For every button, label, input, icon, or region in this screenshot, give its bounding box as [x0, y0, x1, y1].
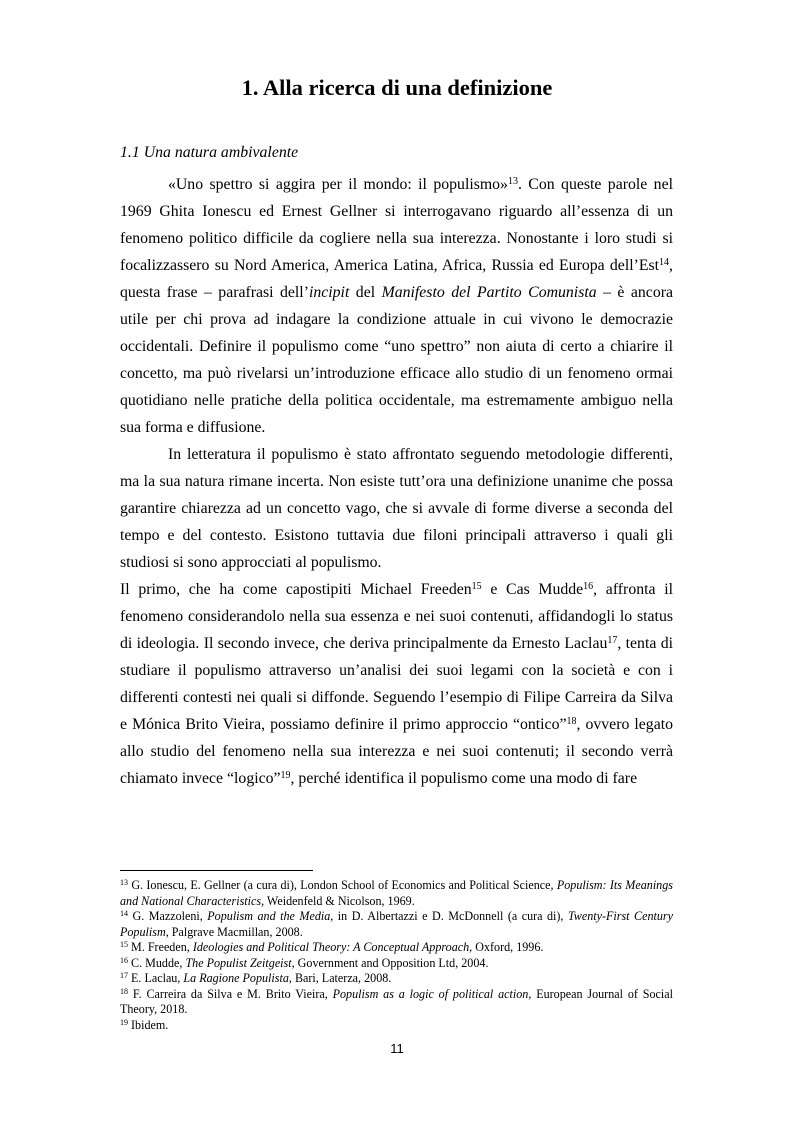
footnote-16: [120, 956, 673, 972]
footnote-text: , Oxford, 1996.: [469, 940, 544, 954]
footnote-text: , Bari, Laterza, 2008.: [288, 971, 392, 985]
page-number: 11: [390, 1041, 404, 1056]
paragraph-1: [120, 171, 673, 441]
footnote-italic: La Ragione Populista: [183, 971, 289, 985]
footnote-text: M. Freeden,: [128, 940, 193, 954]
text-run: , questa frase – parafrasi dell’: [120, 257, 673, 301]
footnote-text: , European Journal of Social Theory, 2018.: [120, 986, 673, 1016]
footnote-number: 14: [120, 909, 128, 918]
footnote-ref-14: 14: [659, 257, 670, 268]
footnote-italic: The Populist Zeitgeist: [185, 955, 292, 970]
section-title: 1.1 Una natura ambivalente: [120, 144, 299, 161]
footnote-text: Weidenfeld & Nicolson, 1969.: [264, 893, 415, 908]
text-run: Il primo, che ha come capostipiti Michael Freeden: [120, 581, 472, 598]
footnote-ref-16: 16: [583, 581, 594, 592]
footnote-number: 19: [120, 1017, 128, 1027]
text-run: «Uno spettro si aggira per il mondo: il populismo»: [168, 176, 508, 193]
text-run: , ovvero legato allo studio del fenomeno nella sua interezza e nei suoi contenuti; il secondo verrà chiamato invece “logico”: [120, 716, 673, 787]
footnote-number: 18: [120, 986, 128, 996]
footnote-ref-13: 13: [507, 176, 518, 187]
footnote-18: [120, 987, 673, 1018]
footnote-text: , Government and Opposition Ltd, 2004.: [291, 955, 489, 970]
chapter-title: 1. Alla ricerca di una definizione: [241, 75, 553, 100]
body-text: [120, 171, 673, 792]
footnote-italic: Populism as a logic of political action: [332, 986, 529, 1001]
footnote-13: [120, 878, 673, 909]
text-run: del: [349, 284, 382, 301]
italic-text: Manifesto del Partito Comunista: [381, 284, 597, 301]
footnote-number: 17: [120, 971, 128, 980]
footnote-ref-17: 17: [607, 635, 618, 646]
footnote-17: [120, 971, 673, 987]
text-run: , affronta il fenomeno considerandolo nella sua essenza e nei suoi contenuti, affidandogli lo status di ideologia. Il secondo invece, che deriva principalmente da Ernesto Laclau: [120, 581, 673, 652]
footnote-italic: Populism and the Media: [207, 909, 331, 923]
footnote-ref-15: 15: [471, 581, 482, 592]
footnote-text: , Palgrave Macmillan, 2008.: [165, 924, 303, 939]
footnotes: [120, 878, 673, 1033]
paragraph-3: [120, 576, 673, 792]
text-run: , perché identifica il populismo come una modo di fare: [290, 770, 638, 787]
footnote-text: G. Ionescu, E. Gellner (a cura di), London School of Economics and Political Science: [128, 878, 551, 892]
footnote-14: [120, 909, 673, 940]
text-run: e Cas Mudde: [481, 581, 584, 598]
footnote-separator: [120, 870, 313, 871]
footnote-italic: Twenty-First Century Populism: [120, 909, 673, 939]
italic-text: incipit: [308, 284, 350, 301]
footnote-19: [120, 1018, 673, 1034]
footnote-text: C. Mudde,: [128, 955, 186, 970]
footnote-number: 13: [120, 878, 128, 887]
footnote-15: [120, 940, 673, 956]
text-run: – è ancora utile per chi prova ad indagare la condizione attuale in cui vivono le democrazie occidentali. Definire il populismo come “uno spettro” non aiuta di certo a chiarire il concetto, ma può rivelarsi un’introduzione efficace allo studio di un fenomeno ormai quotidiano nelle pratiche della politica occidentale, ma estremamente ambiguo nella sua forma e diffusione.: [120, 284, 673, 436]
footnote-text: Ibidem.: [128, 1017, 169, 1032]
footnote-number: 15: [120, 940, 128, 949]
footnote-text: , in D. Albertazzi e D. McDonnell (a cura di),: [330, 909, 568, 923]
footnote-ref-18: 18: [566, 716, 577, 727]
footnote-ref-19: 19: [280, 770, 291, 781]
footnote-text: G. Mazzoleni,: [128, 909, 208, 923]
paragraph-2: In letteratura il populismo è stato affrontato seguendo metodologie differenti, ma la sua natura rimane incerta. Non esiste tutt’ora una definizione unanime che possa garantire chiarezza ad un concetto vago, che si avvale di forme diverse a seconda del tempo e del contesto. Esistono tuttavia due filoni principali attraverso i quali gli studiosi si sono approcciati al populismo.: [120, 446, 673, 571]
text-run: , tenta di studiare il populismo attraverso un’analisi dei suoi legami con la società e con i differenti contesti nei quali si diffonde. Seguendo l’esempio di Filipe Carreira da Silva e Mónica Brito Vieira, possiamo definire il primo approccio “ontico”: [120, 635, 673, 733]
footnote-italic: Ideologies and Political Theory: A Conceptual Approach: [192, 940, 470, 954]
footnote-italic: , Populism: Its Meanings and National Characteristics,: [120, 878, 673, 908]
footnote-number: 16: [120, 955, 128, 965]
footnote-text: E. Laclau,: [128, 971, 184, 985]
text-run: . Con queste parole nel 1969 Ghita Ionescu ed Ernest Gellner si interrogavano riguardo all’essenza di un fenomeno politico difficile da cogliere nella sua interezza. Nonostante i loro studi si focalizzassero su Nord America, America Latina, Africa, Russia ed Europa dell’Est: [120, 176, 673, 274]
footnote-text: F. Carreira da Silva e M. Brito Vieira,: [128, 986, 333, 1001]
